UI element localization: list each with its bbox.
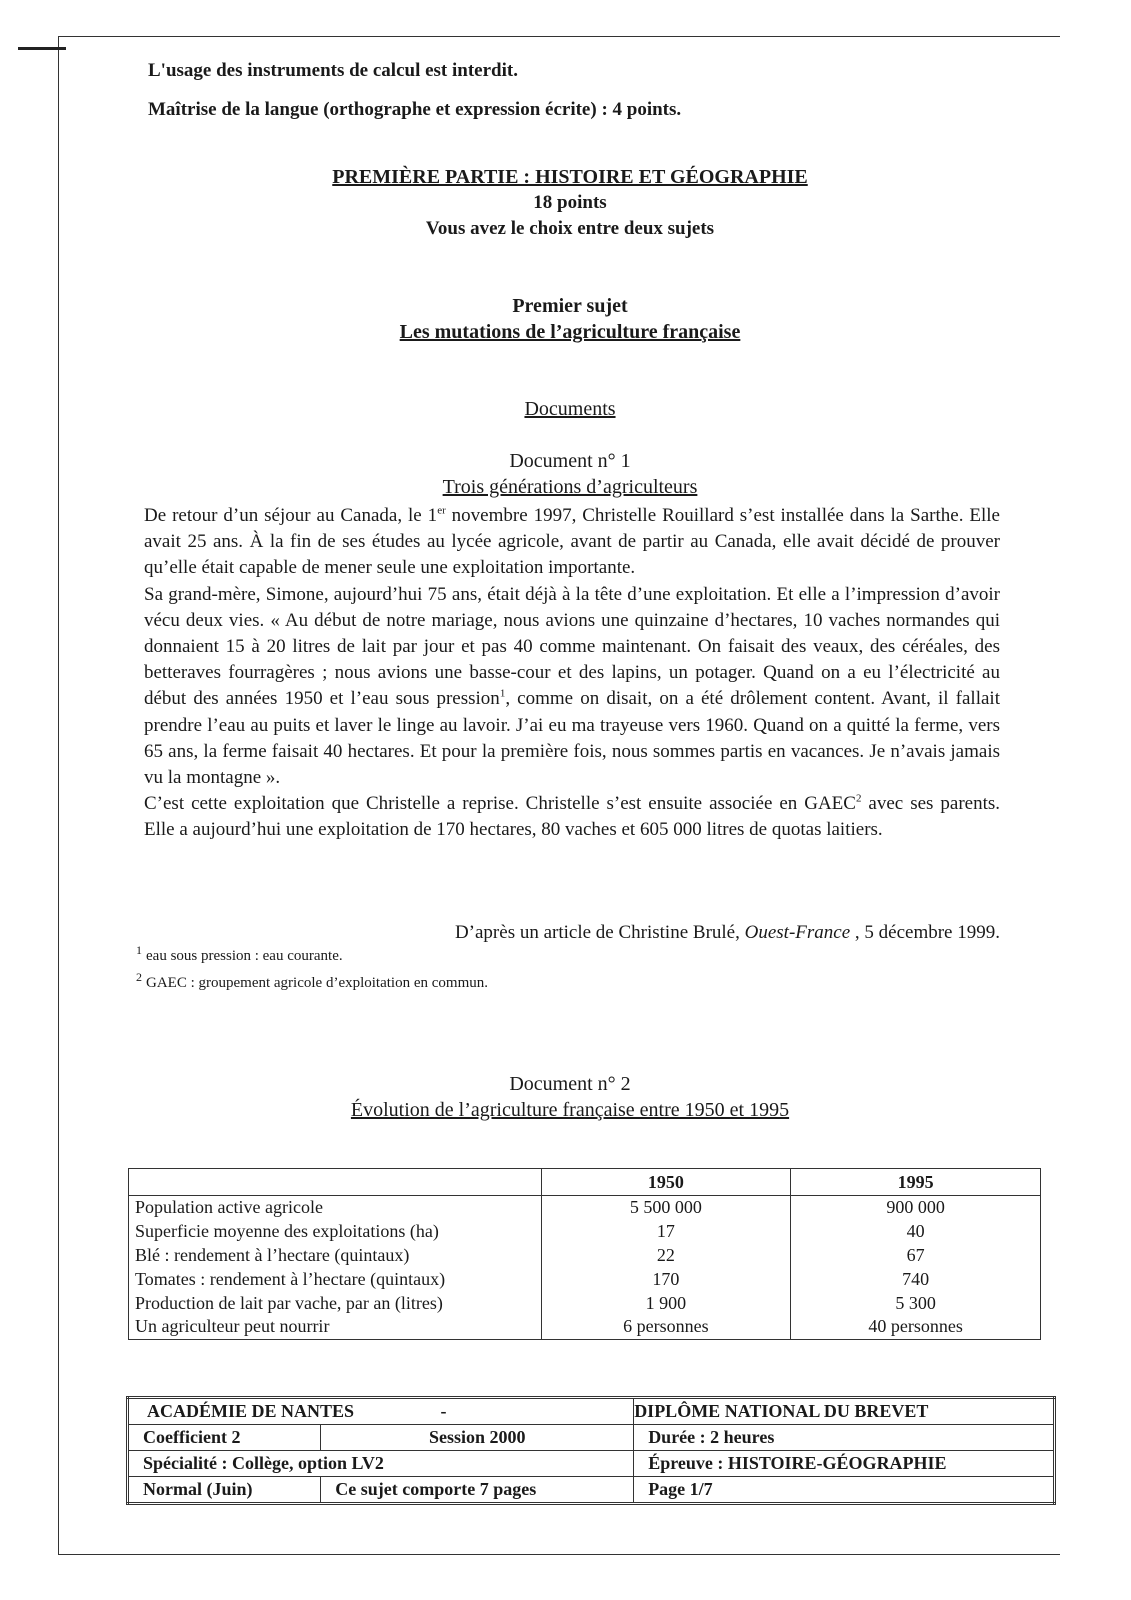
subject-label: Premier sujet <box>512 295 628 317</box>
exam-info-table <box>126 1396 1056 1505</box>
page-frame-bottom <box>58 1554 1060 1555</box>
agriculture-table <box>128 1168 1041 1340</box>
table-header-1995: 1995 <box>791 1169 1041 1196</box>
doc1-paragraph-3 <box>144 791 1000 843</box>
row-label: Un agriculteur peut nourrir <box>129 1315 542 1339</box>
doc1-title: Trois générations d’agriculteurs <box>442 476 698 498</box>
academie-dash: - <box>440 1401 447 1421</box>
footnote-2 <box>136 970 488 992</box>
academie-name: ACADÉMIE DE NANTES <box>147 1401 355 1421</box>
table-row <box>129 1291 1041 1315</box>
scan-mark <box>18 47 66 50</box>
page-number: Page 1/7 <box>634 1477 1055 1504</box>
row-value-1950: 17 <box>541 1220 791 1244</box>
doc1-p3-start: C’est cette exploitation que Christelle a reprise. Christelle s’est ensuite associée en GAEC <box>144 793 856 815</box>
doc1-p1-end: novembre 1997, Christelle Rouillard s’est installée dans la Sarthe. Elle avait 25 ans. À la fin de ses études au lycée agricole, avant de partir au Canada, elle avait décidé de prouver qu’elle était capable de mener seule une exploitation importante. <box>144 505 1000 579</box>
footnote-1 <box>136 943 343 965</box>
epreuve: Épreuve : HISTOIRE-GÉOGRAPHIE <box>634 1451 1055 1477</box>
doc1-source-date: , 5 décembre 1999. <box>850 922 1000 943</box>
footnote-2-text: GAEC : groupement agricole d’exploitation en commun. <box>146 975 488 991</box>
doc1-number: Document n° 1 <box>509 450 631 472</box>
exam-info-row <box>128 1451 1055 1477</box>
calculator-rule: L'usage des instruments de calcul est interdit. <box>148 60 518 81</box>
documents-heading: Documents <box>524 398 616 420</box>
table-header-row <box>129 1169 1041 1196</box>
doc1-source-journal: Ouest-France <box>744 922 851 943</box>
doc1-p3-end: avec ses parents. Elle a aujourd’hui une exploitation de 170 hectares, 80 vaches et 605 000 litres de quotas laitiers. <box>144 793 1000 841</box>
page-frame-left <box>58 36 59 1554</box>
part-title: PREMIÈRE PARTIE : HISTOIRE ET GÉOGRAPHIE <box>332 166 808 188</box>
row-value-1950: 22 <box>541 1244 791 1268</box>
row-label: Blé : rendement à l’hectare (quintaux) <box>129 1244 542 1268</box>
exam-info-row <box>128 1425 1055 1451</box>
table-header-empty <box>129 1169 542 1196</box>
doc1-p1-sup: er <box>437 504 446 517</box>
subject-title: Les mutations de l’agriculture française <box>399 321 741 343</box>
row-value-1950: 6 personnes <box>541 1315 791 1339</box>
part-points: 18 points <box>533 192 607 213</box>
subject-title-row <box>130 321 1010 344</box>
doc1-p2-start: Sa grand-mère, Simone, aujourd’hui 75 ans, était déjà à la tête d’une exploitation. Et elle a l’impression d’avoir vécu deux vies. « Au début de notre mariage, nous avions une quinzaine d’hectares, 10 vaches normandes qui donnaient 15 à 20 litres de lait par jour et pas 40 comme maintenant. On faisait des veaux, des céréales, des betteraves fourragères ; nous avions une basse-cour et des lapins, un potager. Quand on a eu l’électricité au début des années 1950 et l’eau sous pression <box>144 583 1000 710</box>
table-row <box>129 1196 1041 1220</box>
diplome-cell <box>634 1398 1055 1425</box>
table-row <box>129 1315 1041 1339</box>
exam-info-row <box>128 1477 1055 1504</box>
language-points: Maîtrise de la langue (orthographe et expression écrite) : 4 points. <box>148 99 682 120</box>
footnote-1-text: eau sous pression : eau courante. <box>146 948 343 964</box>
doc1-p3-sup: 2 <box>855 792 862 805</box>
table-row <box>129 1267 1041 1291</box>
page-count: Ce sujet comporte 7 pages <box>321 1477 634 1504</box>
exam-info-row <box>128 1398 1055 1425</box>
row-value-1995: 900 000 <box>791 1196 1041 1220</box>
specialite: Spécialité : Collège, option LV2 <box>128 1451 634 1477</box>
doc1-p1-start: De retour d’un séjour au Canada, le 1 <box>144 505 438 526</box>
row-label: Production de lait par vache, par an (litres) <box>129 1291 542 1315</box>
doc1-p2-sup: 1 <box>499 688 506 701</box>
row-value-1950: 5 500 000 <box>541 1196 791 1220</box>
normal: Normal (Juin) <box>128 1477 321 1504</box>
part-choice: Vous avez le choix entre deux sujets <box>425 218 715 239</box>
row-value-1995: 67 <box>791 1244 1041 1268</box>
page-frame-top <box>58 36 1060 37</box>
doc2-title-row <box>130 1099 1010 1122</box>
row-value-1950: 1 900 <box>541 1291 791 1315</box>
row-label: Superficie moyenne des exploitations (ha) <box>129 1220 542 1244</box>
doc1-text <box>144 503 1000 844</box>
doc1-paragraph-1 <box>144 503 1000 582</box>
row-value-1995: 5 300 <box>791 1291 1041 1315</box>
doc1-title-row <box>130 476 1010 499</box>
row-label: Population active agricole <box>129 1196 542 1220</box>
part-title-row <box>130 166 1010 189</box>
table-row <box>129 1244 1041 1268</box>
coefficient: Coefficient 2 <box>128 1425 321 1451</box>
duree: Durée : 2 heures <box>634 1425 1055 1451</box>
footnote-1-number: 1 <box>136 943 142 957</box>
row-value-1995: 740 <box>791 1267 1041 1291</box>
documents-heading-row <box>130 398 1010 421</box>
doc1-source-author: D’après un article de Christine Brulé, <box>454 922 745 943</box>
row-label: Tomates : rendement à l’hectare (quintaux) <box>129 1267 542 1291</box>
row-value-1995: 40 personnes <box>791 1315 1041 1339</box>
doc2-number: Document n° 2 <box>509 1073 631 1095</box>
diplome-name: DIPLÔME NATIONAL DU BREVET <box>634 1401 929 1421</box>
row-value-1995: 40 <box>791 1220 1041 1244</box>
table-row <box>129 1220 1041 1244</box>
doc1-source <box>144 922 1000 944</box>
doc2-title: Évolution de l’agriculture française entre 1950 et 1995 <box>350 1099 790 1121</box>
footnote-2-number: 2 <box>136 970 142 984</box>
doc1-p2-end: , comme on disait, on a été drôlement content. Avant, il fallait prendre l’eau au puits et laver le linge au lavoir. J’ai eu ma trayeuse vers 1960. Quand on a quitté la ferme, vers 65 ans, la ferme faisait 40 hectares. Et pour la première fois, nous sommes partis en vacances. Je n’avais jamais vu la montagne ». <box>144 688 1000 789</box>
session: Session 2000 <box>321 1425 634 1451</box>
table-header-1950: 1950 <box>541 1169 791 1196</box>
row-value-1950: 170 <box>541 1267 791 1291</box>
doc1-paragraph-2 <box>144 582 1000 792</box>
academie-cell <box>128 1398 634 1425</box>
